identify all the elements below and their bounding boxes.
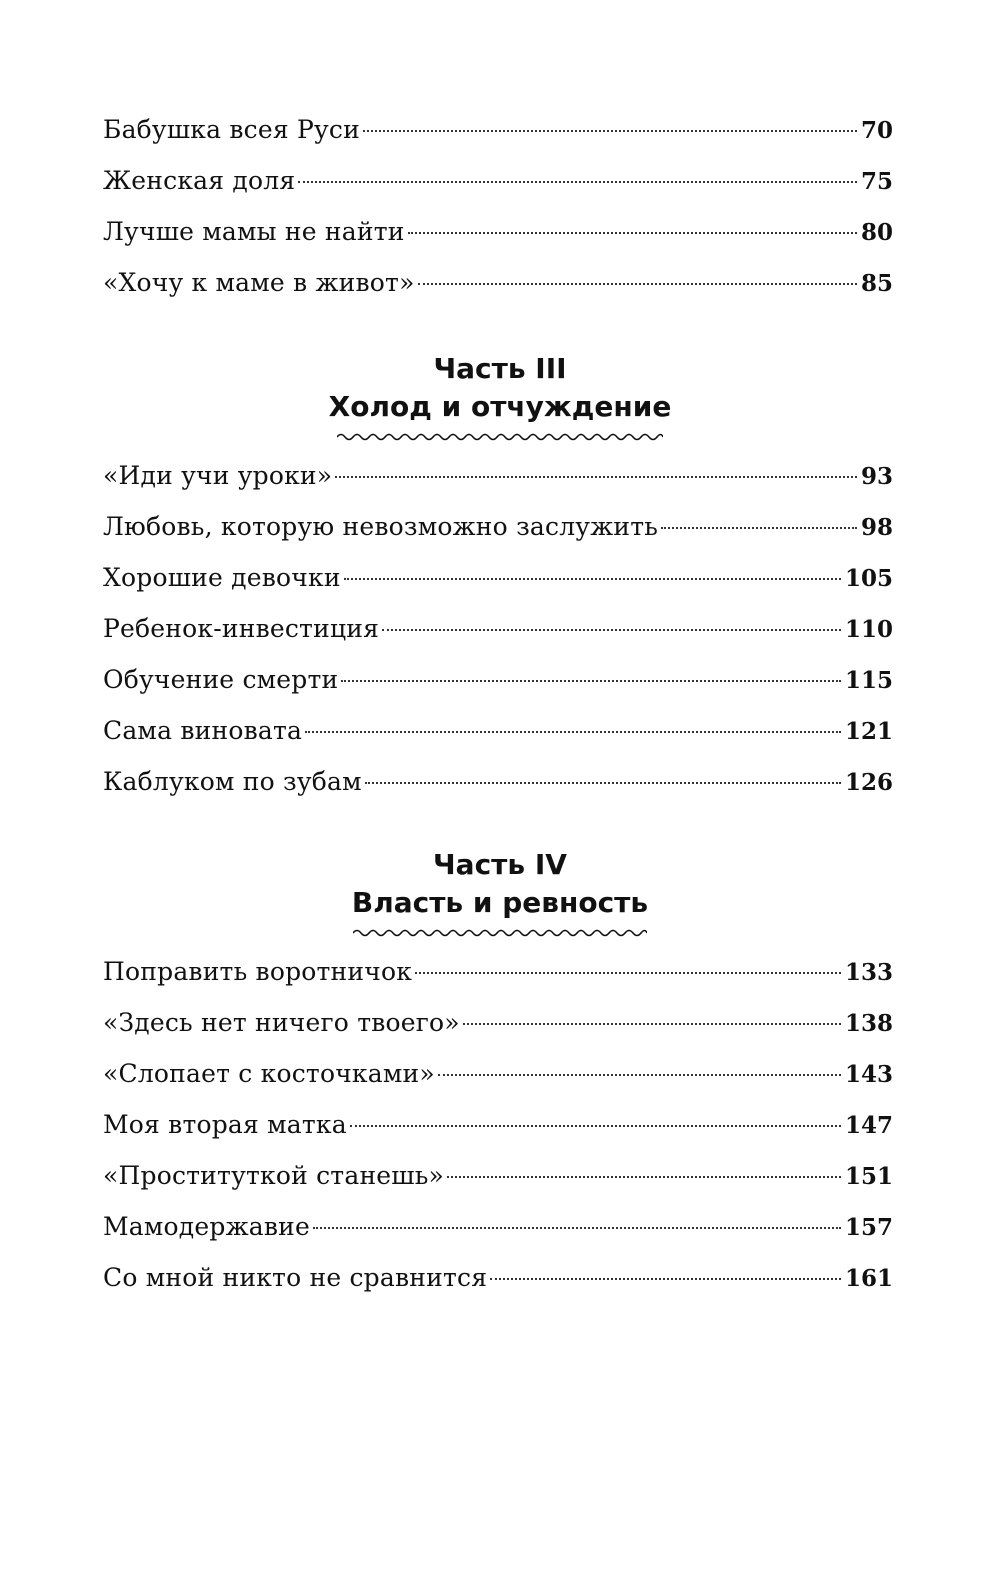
dot-leader xyxy=(344,577,841,580)
toc-entry[interactable] xyxy=(103,501,893,552)
toc-entry-page: 138 xyxy=(844,1010,893,1037)
toc-entry-page: 151 xyxy=(844,1163,893,1190)
toc-entry-page: 133 xyxy=(844,959,893,986)
part-3-number: Часть III xyxy=(433,352,567,385)
toc-entry-title: Лучше мамы не найти xyxy=(103,217,405,246)
toc-entry[interactable] xyxy=(103,1150,893,1201)
toc-entry-title: Сама виновата xyxy=(103,716,303,745)
dot-leader xyxy=(363,129,857,132)
dot-leader xyxy=(438,1073,841,1076)
toc-entry-title: Мамодержавие xyxy=(103,1212,311,1241)
toc-entry-page: 110 xyxy=(844,616,893,643)
toc-entry-title: «Иди учи уроки» xyxy=(103,461,333,490)
dot-leader xyxy=(305,730,841,733)
toc-entry[interactable] xyxy=(103,705,893,756)
toc-entry-title: Каблуком по зубам xyxy=(103,767,362,796)
dot-leader xyxy=(335,475,857,478)
part-4-title: Власть и ревность xyxy=(351,886,649,919)
toc-entry-title: Ребенок-инвестиция xyxy=(103,614,380,643)
toc-entry-page: 121 xyxy=(844,718,893,745)
dot-leader xyxy=(490,1277,841,1280)
wavy-divider-icon xyxy=(337,432,663,442)
toc-entry-title: «Слопает с косточками» xyxy=(103,1059,435,1088)
toc-entry[interactable] xyxy=(103,1048,893,1099)
part-3-title: Холод и отчуждение xyxy=(328,390,672,423)
toc-entry[interactable] xyxy=(103,257,893,308)
toc-entry-page: 98 xyxy=(860,514,893,541)
dot-leader xyxy=(365,781,841,784)
dot-leader xyxy=(408,231,857,234)
dot-leader xyxy=(661,526,857,529)
toc-entry[interactable] xyxy=(103,756,893,807)
toc-entry[interactable] xyxy=(103,603,893,654)
dot-leader xyxy=(382,628,841,631)
toc-entry[interactable] xyxy=(103,206,893,257)
toc-entry-page: 115 xyxy=(844,667,893,694)
toc-entry-title: «Проституткой станешь» xyxy=(103,1161,445,1190)
wavy-divider-icon xyxy=(353,928,647,938)
dot-leader xyxy=(415,971,841,974)
dot-leader xyxy=(418,282,857,285)
toc-entry-title: Женская доля xyxy=(103,166,296,195)
toc-section-continued xyxy=(103,104,893,308)
toc-entry-title: Обучение смерти xyxy=(103,665,339,694)
part-4-number: Часть IV xyxy=(433,848,567,881)
dot-leader xyxy=(447,1175,841,1178)
toc-entry-title: Бабушка всея Руси xyxy=(103,115,360,144)
toc-entry-title: Хорошие девочки xyxy=(103,563,341,592)
toc-entry-page: 70 xyxy=(860,117,893,144)
toc-entry-page: 93 xyxy=(860,463,893,490)
part-3-heading xyxy=(0,350,1000,442)
toc-entry-page: 80 xyxy=(860,219,893,246)
toc-entry[interactable] xyxy=(103,450,893,501)
toc-entry[interactable] xyxy=(103,104,893,155)
toc-entry-title: «Хочу к маме в живот» xyxy=(103,268,415,297)
dot-leader xyxy=(298,180,857,183)
toc-entry-title: «Здесь нет ничего твоего» xyxy=(103,1008,460,1037)
toc-entry-title: Со мной никто не сравнится xyxy=(103,1263,488,1292)
toc-entry[interactable] xyxy=(103,997,893,1048)
toc-entry[interactable] xyxy=(103,155,893,206)
dot-leader xyxy=(350,1124,841,1127)
toc-entry[interactable] xyxy=(103,552,893,603)
toc-entry-page: 161 xyxy=(844,1265,893,1292)
toc-section-part-4 xyxy=(103,946,893,1303)
toc-entry-page: 126 xyxy=(844,769,893,796)
dot-leader xyxy=(313,1226,841,1229)
toc-entry-page: 143 xyxy=(844,1061,893,1088)
toc-entry-title: Поправить воротничок xyxy=(103,957,413,986)
part-4-heading xyxy=(0,846,1000,938)
toc-entry[interactable] xyxy=(103,654,893,705)
dot-leader xyxy=(341,679,841,682)
toc-section-part-3 xyxy=(103,450,893,807)
toc-entry-page: 105 xyxy=(844,565,893,592)
toc-entry-page: 147 xyxy=(844,1112,893,1139)
toc-entry[interactable] xyxy=(103,1201,893,1252)
toc-entry-page: 157 xyxy=(844,1214,893,1241)
toc-entry-title: Моя вторая матка xyxy=(103,1110,347,1139)
toc-entry-title: Любовь, которую невозможно заслужить xyxy=(103,512,659,541)
toc-entry-page: 85 xyxy=(860,270,893,297)
toc-entry[interactable] xyxy=(103,1099,893,1150)
dot-leader xyxy=(463,1022,841,1025)
toc-entry[interactable] xyxy=(103,1252,893,1303)
toc-entry-page: 75 xyxy=(860,168,893,195)
toc-entry[interactable] xyxy=(103,946,893,997)
